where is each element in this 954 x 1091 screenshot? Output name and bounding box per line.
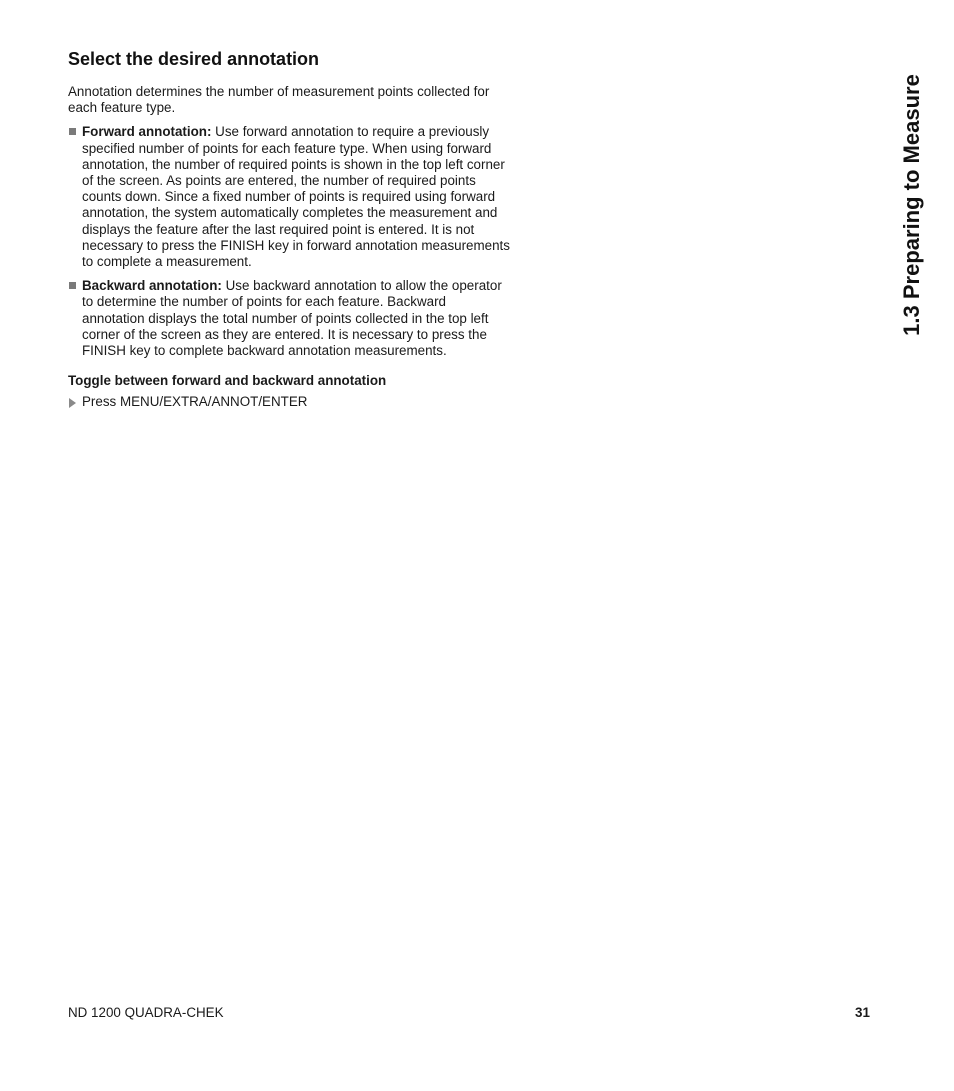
bullet-square-icon (69, 282, 76, 289)
footer-page-number: 31 (855, 1005, 870, 1020)
bullet-forward-annotation (68, 124, 512, 270)
triangle-right-icon (69, 398, 76, 408)
chapter-side-tab-label: 1.3 Preparing to Measure (899, 74, 924, 336)
bullet-text: Use backward annotation to allow the operator to determine the number of points for each feature. Backward annotation displays the total number of points collected in the top left corner of the screen as they are entered. It is necessary to press the FINISH key to complete backward annotation measurements. (82, 278, 502, 359)
procedure-step (68, 394, 512, 410)
footer-product-name: ND 1200 QUADRA-CHEK (68, 1005, 224, 1020)
section-title: Select the desired annotation (68, 49, 320, 69)
bullet-term: Backward annotation: (82, 278, 222, 294)
bullet-backward-annotation (68, 278, 512, 359)
main-content (68, 48, 512, 410)
bullet-square-icon (69, 128, 76, 135)
bullet-term: Forward annotation: (82, 124, 212, 140)
chapter-side-tab (896, 50, 928, 360)
procedure-title: Toggle between forward and backward annotation (68, 373, 387, 389)
bullet-text: Use forward annotation to require a previously specified number of points for each feature type. When using forward annotation, the number of required points is shown in the top left corner of the screen. As points are entered, the number of required points counts down. Since a fixed number of points is required using forward annotation, the system automatically completes the measurement and displays the feature after the last required point is entered. It is not necessary to press the FINISH key in forward annotation measurements to complete a measurement. (82, 124, 510, 270)
procedure-step-text: Press MENU/EXTRA/ANNOT/ENTER (82, 394, 308, 410)
intro-paragraph: Annotation determines the number of measurement points collected for each feature type. (68, 84, 490, 116)
